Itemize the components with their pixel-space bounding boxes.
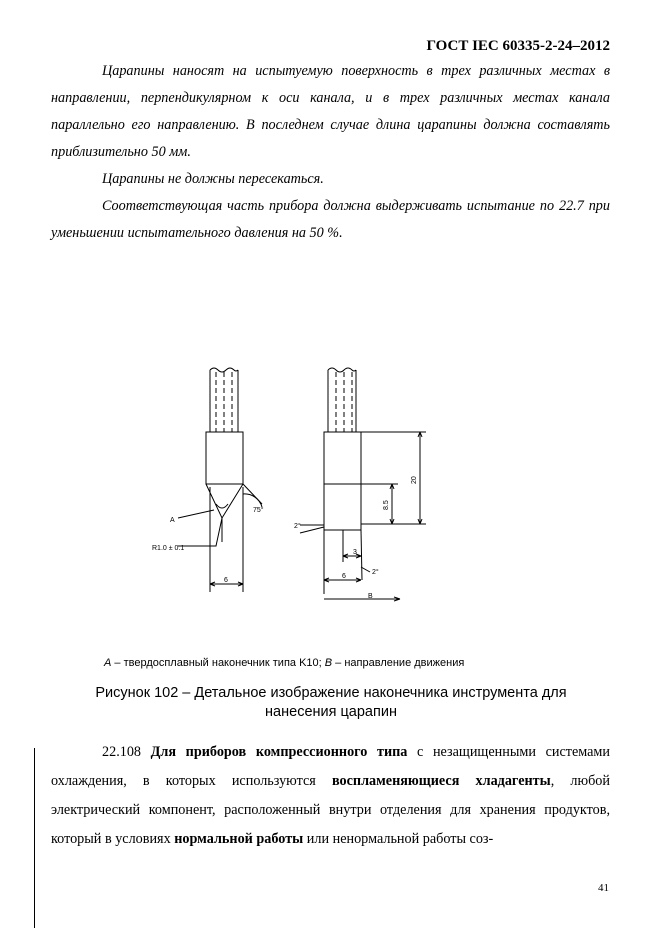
label-width-right: 6 xyxy=(342,573,346,580)
scratch-tool-figure xyxy=(150,362,440,607)
paragraph-pressure-test: Соответствующая часть прибора должна выдерживать испытание по 22.7 при уменьшении испытательного давления на 50 %. xyxy=(51,198,610,241)
tool-side-view xyxy=(178,368,262,592)
figure-caption: Рисунок 102 – Детальное изображение наконечника инструмента для нанесения царапин xyxy=(95,685,567,720)
label-width-left: 6 xyxy=(224,577,228,584)
label-angle-75: 75° xyxy=(253,507,264,514)
document-header: ГОСТ IEC 60335-2-24–2012 xyxy=(426,38,610,54)
change-bar xyxy=(34,748,35,928)
page-number: 41 xyxy=(598,882,609,894)
label-dim-20: 20 xyxy=(411,476,418,484)
figure-legend: A – твердосплавный наконечник типа K10; B – направление движения xyxy=(104,657,465,669)
tool-front-view xyxy=(300,368,426,601)
label-a: A xyxy=(170,517,175,524)
label-dim-8-5: 8.5 xyxy=(383,500,390,510)
label-dim-3: 3 xyxy=(353,549,357,556)
section-22-108: 22.108 Для приборов компрессионного типа с незащищенными системами охлаждения, в которых используются воспламеняющиеся хладагенты, любой электрический компонент, расположенный внутри отделения для хранения продуктов, который в условиях нормальной работы или ненормальной работы соз- xyxy=(51,744,610,847)
label-angle-2-right: 2° xyxy=(372,569,379,576)
paragraph-no-crossing: Царапины не должны пересекаться. xyxy=(102,171,324,187)
label-radius: R1.0 ± 0.1 xyxy=(152,545,185,552)
label-angle-2-left: 2° xyxy=(294,523,301,530)
paragraph-scratch-method: Царапины наносят на испытуемую поверхность в трех различных местах в направлении, перпендикулярном к оси канала, и в трех различных местах канала параллельно его направлению. В последнем случае длина царапины должна составлять приблизительно 50 мм. xyxy=(51,63,610,160)
label-b: B xyxy=(368,593,373,600)
